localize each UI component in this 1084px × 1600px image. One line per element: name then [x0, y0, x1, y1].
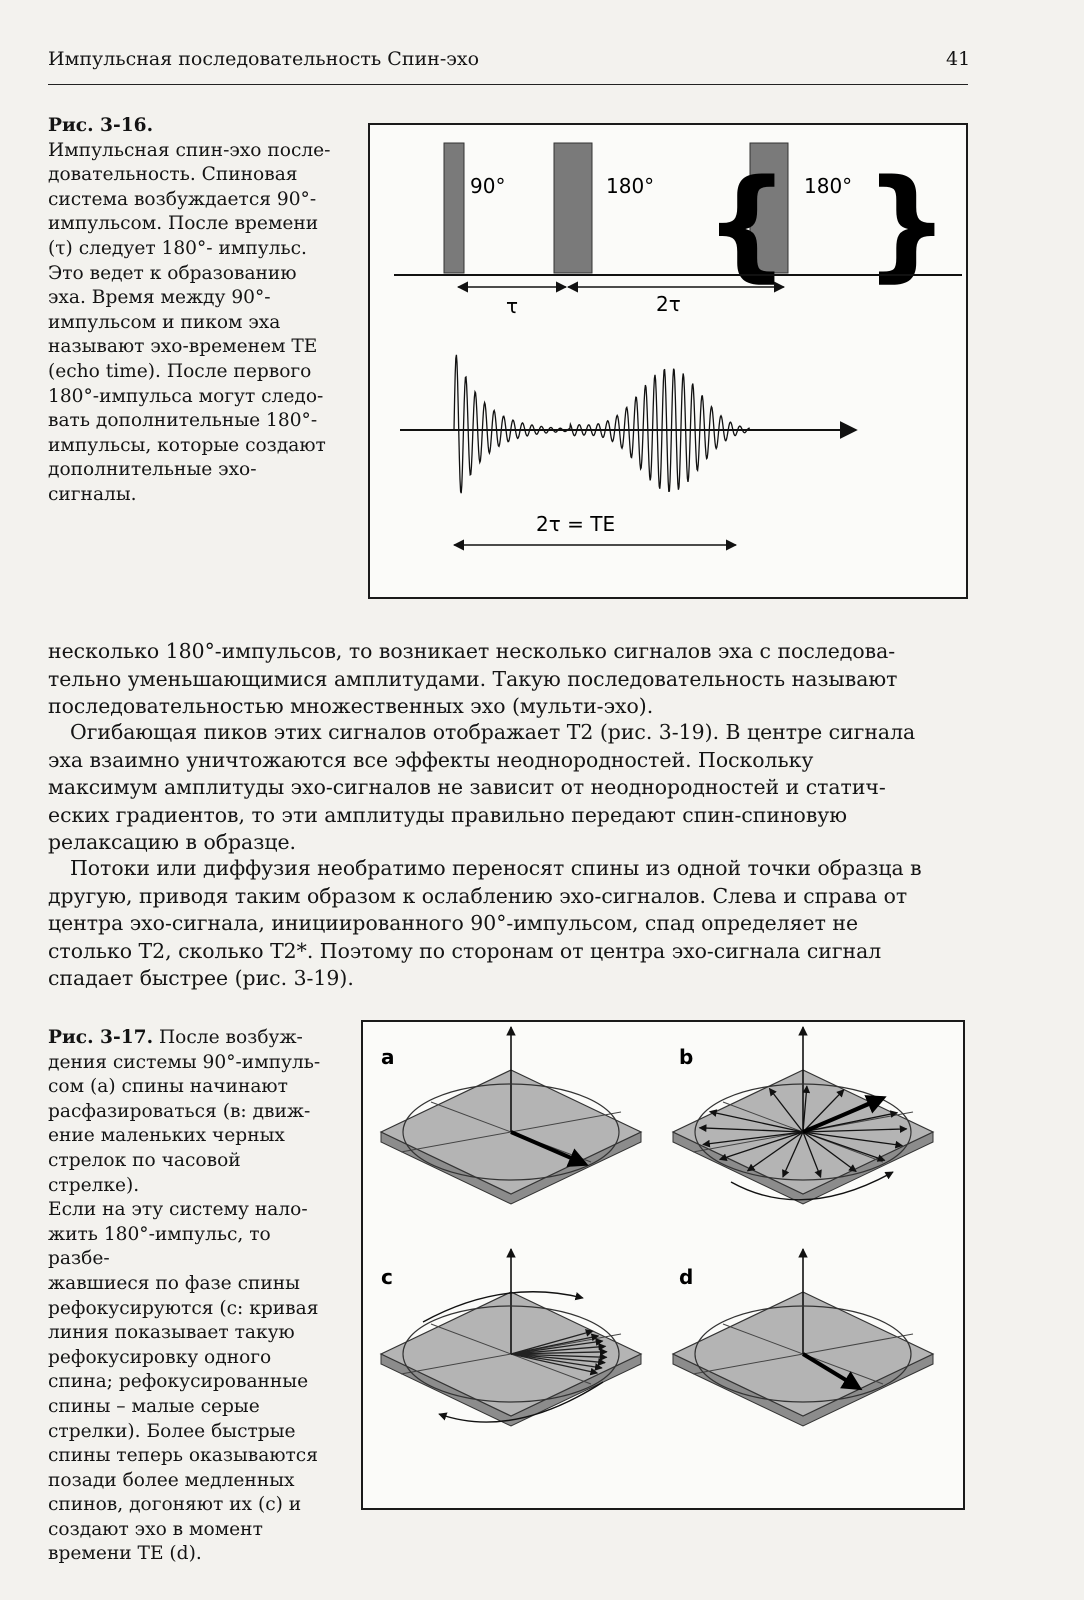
panel-d: [673, 1249, 933, 1426]
text-line: Огибающая пиков этих сигналов отображает T2 (рис. 3-19). В центре сигнала: [70, 720, 916, 744]
pulse-180-label: 180°: [606, 174, 655, 198]
caption-line: Это ведет к образованию: [48, 262, 297, 284]
caption-line: дения системы 90°-импуль-: [48, 1051, 321, 1073]
caption-line: жить 180°-импульс, то разбе-: [48, 1223, 271, 1270]
figure-3-17-dephasing-panels: [361, 1020, 965, 1510]
pulse-90-bar: [444, 143, 464, 273]
text-line: другую, приводя таким образом к ослаблению эхо-сигналов. Слева и справа от: [48, 883, 908, 908]
caption-line: жавшиеся по фазе спины: [48, 1272, 300, 1294]
caption-line: сом (a) спины начинают: [48, 1076, 288, 1098]
caption-line: (echo time). После первого: [48, 360, 312, 382]
caption-line: довательность. Спиновая: [48, 164, 298, 186]
two-tau-label: 2τ: [656, 292, 681, 316]
spin-panels-diagram: [363, 1022, 963, 1508]
pulse-180-repeat-label: 180°: [804, 174, 853, 198]
text-line: спадает быстрее (рис. 3-19).: [48, 966, 354, 990]
caption-line: Импульсная спин-эхо после-: [48, 139, 331, 161]
caption-line: спинов, догоняют их (c) и: [48, 1494, 302, 1516]
caption-line: дополнительные эхо-: [48, 459, 257, 481]
body-paragraph-1: [48, 638, 964, 721]
caption-line: ение маленьких черных: [48, 1125, 285, 1147]
caption-line: импульсы, которые создают: [48, 434, 326, 456]
running-header-title: Импульсная последовательность Спин-эхо: [48, 48, 480, 70]
right-brace-icon: }: [864, 155, 950, 294]
body-paragraph-3: [48, 855, 964, 993]
caption-line: [48, 1026, 328, 1051]
caption-line: спины теперь оказываются: [48, 1445, 318, 1467]
left-brace-icon: {: [704, 155, 790, 294]
caption-line: спина; рефокусированные: [48, 1371, 309, 1393]
text-line: несколько 180°-импульсов, то возникает несколько сигналов эха с последова-: [48, 639, 896, 663]
caption-line: рефокусируются (c: кривая: [48, 1297, 319, 1319]
caption-line: позади более медленных: [48, 1469, 295, 1491]
caption-line: вать дополнительные 180°-: [48, 410, 318, 432]
caption-line: Если на эту систему нало-: [48, 1199, 308, 1221]
panel-c: [381, 1249, 641, 1426]
caption-line: 180°-импульса могут следо-: [48, 385, 324, 407]
panel-b: [673, 1027, 933, 1204]
text-line: еских градиентов, то эти амплитуды правильно передают спин-спиновую: [48, 802, 848, 827]
pulse-180-bar: [554, 143, 592, 273]
caption-line: стрелки). Более быстрые: [48, 1420, 296, 1442]
caption-text: После возбуж-: [158, 1027, 303, 1048]
text-line: тельно уменьшающимися амплитудами. Такую последовательность называют: [48, 666, 898, 691]
caption-line: импульсом. После времени: [48, 213, 319, 235]
panel-c-label: c: [381, 1265, 393, 1289]
caption-line: эха. Время между 90°-: [48, 287, 271, 309]
caption-line: расфазироваться (в: движ-: [48, 1100, 311, 1122]
caption-line: спины – малые серые: [48, 1395, 260, 1417]
spin-echo-diagram: [370, 125, 966, 597]
caption-line: стрелок по часовой стрелке).: [48, 1149, 241, 1196]
caption-line: рефокусировку одного: [48, 1346, 272, 1368]
caption-line: (τ) следует 180°- импульс.: [48, 237, 307, 259]
pulse-90-label: 90°: [470, 174, 506, 198]
text-line: центра эхо-сигнала, инициированного 90°-импульсом, спад определяет не: [48, 911, 859, 935]
figure-3-16-caption: [48, 114, 348, 508]
text-line: Потоки или диффузия необратимо переносят спины из одной точки образца в: [70, 856, 922, 880]
panel-b-label: b: [679, 1045, 694, 1069]
page-number: 41: [946, 48, 971, 70]
panel-a-label: a: [381, 1045, 395, 1069]
caption-line: система возбуждается 90°-: [48, 188, 317, 210]
text-line: эха взаимно уничтожаются все эффекты неоднородностей. Поскольку: [48, 747, 814, 772]
te-label: 2τ = TE: [536, 512, 616, 536]
text-line: столько T2, сколько T2*. Поэтому по сторонам от центра эхо-сигнала сигнал: [48, 938, 882, 963]
figure-3-16-label: Рис. 3-16.: [48, 115, 154, 136]
text-line: релаксацию в образце.: [48, 830, 296, 854]
panel-d-label: d: [679, 1265, 694, 1289]
fid-and-echo-waveform: [454, 355, 750, 493]
figure-3-17-label: Рис. 3-17.: [48, 1027, 154, 1048]
caption-line: импульсом и пиком эха: [48, 311, 281, 333]
caption-line: создают эхо в момент: [48, 1518, 263, 1540]
tau-label: τ: [506, 294, 519, 318]
body-paragraph-2: [48, 719, 964, 857]
header-rule: [48, 84, 968, 85]
caption-line: времени TE (d).: [48, 1543, 202, 1565]
text-line: последовательностью множественных эхо (мульти-эхо).: [48, 694, 654, 718]
panel-a: [381, 1027, 641, 1204]
caption-line: сигналы.: [48, 483, 137, 505]
caption-line: называют эхо-временем TE: [48, 336, 318, 358]
text-line: максимум амплитуды эхо-сигналов не зависит от неоднородностей и статич-: [48, 775, 886, 799]
figure-3-16-spin-echo-sequence: [368, 123, 968, 599]
caption-line: линия показывает такую: [48, 1322, 295, 1344]
figure-3-17-caption: [48, 1026, 328, 1567]
